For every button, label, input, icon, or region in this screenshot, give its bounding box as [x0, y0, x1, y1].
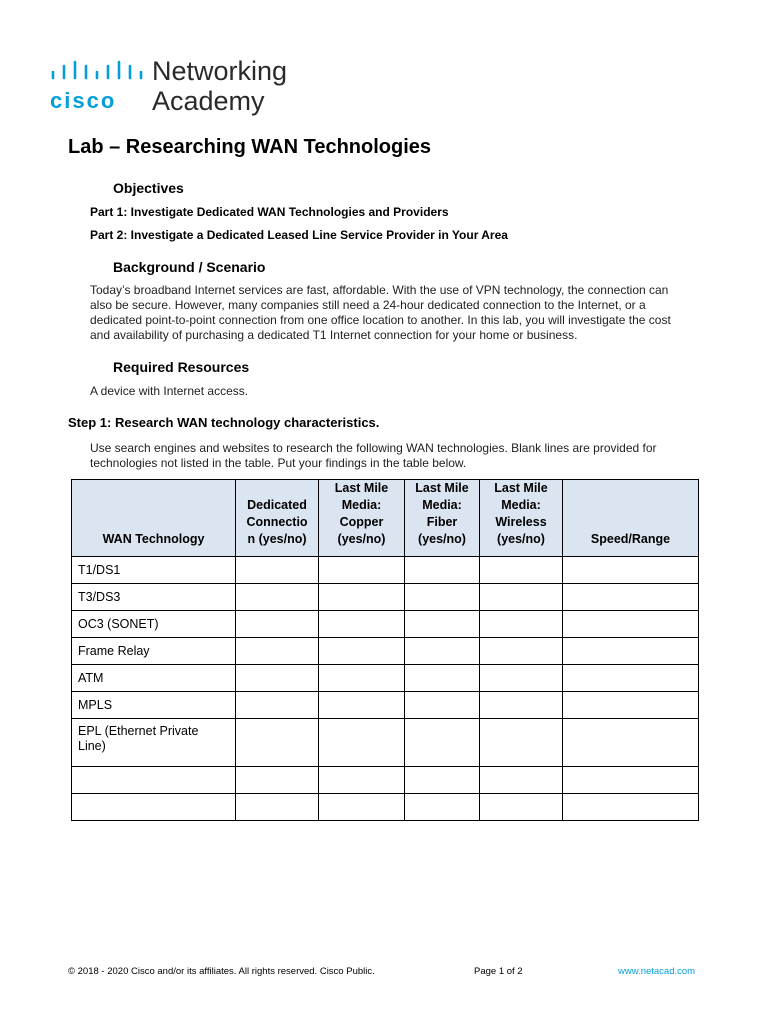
cell-copper[interactable] [319, 719, 405, 767]
cell-copper[interactable] [319, 767, 405, 794]
cell-dedicated[interactable] [236, 692, 319, 719]
table-row [72, 665, 699, 692]
cell-fiber[interactable] [405, 557, 480, 584]
header-dedicated-connection: Dedicated Connectio n (yes/no) [236, 480, 319, 557]
cell-dedicated[interactable] [236, 611, 319, 638]
objective-part-1: Part 1: Investigate Dedicated WAN Technologies and Providers [90, 205, 449, 219]
cell-copper[interactable] [319, 557, 405, 584]
cell-wireless[interactable] [480, 719, 563, 767]
cell-dedicated[interactable] [236, 719, 319, 767]
cell-dedicated[interactable] [236, 665, 319, 692]
page-title: Lab – Researching WAN Technologies [68, 136, 432, 158]
header-speed-range: Speed/Range [563, 480, 699, 557]
cell-wireless[interactable] [480, 767, 563, 794]
cell-speed-range[interactable] [563, 665, 699, 692]
table-row-blank [72, 794, 699, 821]
cell-fiber[interactable] [405, 611, 480, 638]
objective-part-2: Part 2: Investigate a Dedicated Leased Line Service Provider in Your Area [90, 228, 508, 242]
cell-speed-range[interactable] [563, 638, 699, 665]
table-row [72, 611, 699, 638]
table-row [72, 638, 699, 665]
cell-fiber[interactable] [405, 692, 480, 719]
logo-networking-text: Networking [152, 56, 288, 86]
cell-fiber[interactable] [405, 665, 480, 692]
cell-fiber[interactable] [405, 638, 480, 665]
step-1-line: Use search engines and websites to research the following WAN technologies. Blank lines are provided for [90, 441, 657, 455]
table-row-blank [72, 767, 699, 794]
cell-speed-range[interactable] [563, 719, 699, 767]
cell-speed-range[interactable] [563, 557, 699, 584]
cell-dedicated[interactable] [236, 584, 319, 611]
table-row [72, 557, 699, 584]
cisco-networking-academy-logo [50, 56, 310, 120]
cell-wireless[interactable] [480, 638, 563, 665]
cell-dedicated[interactable] [236, 638, 319, 665]
cell-technology[interactable] [72, 767, 236, 794]
background-line: dedicated point-to-point connection from one office location to another. In this lab, you will investigate the cost [90, 313, 671, 327]
cell-copper[interactable] [319, 665, 405, 692]
logo-academy-text: Academy [152, 86, 265, 116]
table-header-row [72, 480, 699, 557]
cell-speed-range[interactable] [563, 584, 699, 611]
cell-copper[interactable] [319, 794, 405, 821]
cell-wireless[interactable] [480, 557, 563, 584]
cell-dedicated[interactable] [236, 794, 319, 821]
header-last-mile-fiber: Last Mile Media: Fiber (yes/no) [405, 480, 480, 557]
cell-wireless[interactable] [480, 665, 563, 692]
cell-dedicated[interactable] [236, 767, 319, 794]
cell-technology: ATM [72, 665, 236, 692]
cell-fiber[interactable] [405, 719, 480, 767]
cell-wireless[interactable] [480, 611, 563, 638]
cell-fiber[interactable] [405, 794, 480, 821]
background-heading: Background / Scenario [113, 259, 266, 275]
header-wan-technology: WAN Technology [72, 480, 236, 557]
header-last-mile-wireless: Last Mile Media: Wireless (yes/no) [480, 480, 563, 557]
cell-technology: OC3 (SONET) [72, 611, 236, 638]
cisco-wordmark: cisco [50, 88, 117, 113]
background-line: and availability of purchasing a dedicated T1 Internet connection for your home or business. [90, 328, 578, 342]
step-1-instructions [90, 441, 702, 471]
wan-technology-table [71, 479, 699, 821]
cell-copper[interactable] [319, 638, 405, 665]
table-row [72, 692, 699, 719]
cell-copper[interactable] [319, 584, 405, 611]
footer-url-link[interactable]: www.netacad.com [618, 966, 696, 977]
cell-copper[interactable] [319, 692, 405, 719]
cell-wireless[interactable] [480, 584, 563, 611]
cell-copper[interactable] [319, 611, 405, 638]
cell-speed-range[interactable] [563, 794, 699, 821]
objectives-heading: Objectives [113, 180, 184, 196]
cell-technology[interactable] [72, 794, 236, 821]
cell-speed-range[interactable] [563, 692, 699, 719]
resources-heading: Required Resources [113, 359, 250, 375]
cell-speed-range[interactable] [563, 767, 699, 794]
cell-speed-range[interactable] [563, 611, 699, 638]
cell-technology: Frame Relay [72, 638, 236, 665]
cell-technology: T1/DS1 [72, 557, 236, 584]
cell-dedicated[interactable] [236, 557, 319, 584]
resources-text: A device with Internet access. [90, 384, 249, 398]
cell-technology: EPL (Ethernet Private Line) [72, 719, 236, 767]
cisco-bars-icon [50, 60, 146, 84]
header-last-mile-copper: Last Mile Media: Copper (yes/no) [319, 480, 405, 557]
step-1-heading: Step 1: Research WAN technology characteristics. [68, 415, 380, 430]
cell-fiber[interactable] [405, 767, 480, 794]
table-row [72, 584, 699, 611]
cell-wireless[interactable] [480, 692, 563, 719]
cell-technology: MPLS [72, 692, 236, 719]
background-paragraph [90, 283, 702, 343]
cell-technology: T3/DS3 [72, 584, 236, 611]
footer-copyright: © 2018 - 2020 Cisco and/or its affiliates. All rights reserved. Cisco Public. [68, 966, 375, 977]
cell-wireless[interactable] [480, 794, 563, 821]
footer-page-number: Page 1 of 2 [474, 966, 523, 977]
cell-fiber[interactable] [405, 584, 480, 611]
table-row [72, 719, 699, 767]
step-1-line: technologies not listed in the table. Put your findings in the table below. [90, 456, 467, 470]
background-line: Today’s broadband Internet services are fast, affordable. With the use of VPN technology, the connection can [90, 283, 669, 297]
background-line: also be secure. However, many companies still need a 24-hour dedicated connection to the Internet, or a [90, 298, 646, 312]
